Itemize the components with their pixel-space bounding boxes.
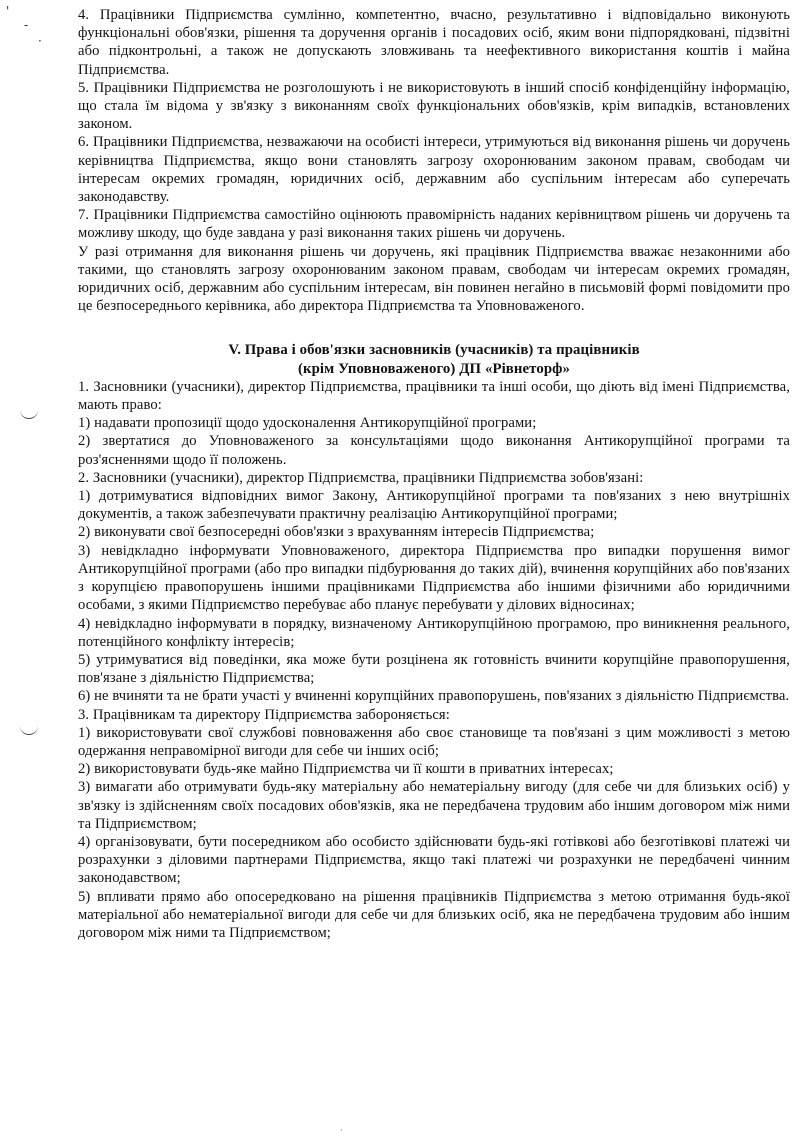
paragraph: 2. Засновники (учасники), директор Підприємства, працівники Підприємства зобов'язані: <box>78 469 644 486</box>
paragraph: 7. Працівники Підприємства самостійно оцінюють правомірність наданих керівництвом рішень чи доручень та можливу шкоду, що буде завдана у разі виконання таких рішень чи доручень. <box>78 207 790 242</box>
list-item: 5) утримуватися від поведінки, яка може бути розцінена як готовність вчинити корупційне правопорушення, пов'язане з діяльністю Підприємства; <box>78 651 790 687</box>
scan-arc-mark <box>20 408 38 419</box>
section-heading <box>78 341 790 377</box>
paragraph: 3. Працівникам та директору Підприємства забороняється: <box>78 706 450 723</box>
paragraph: 1. Засновники (учасники), директор Підприємства, працівники та інші особи, що діють від імені Підприємства, мають право: <box>78 378 790 414</box>
list-item: 3) невідкладно інформувати Уповноваженого, директора Підприємства про випадки порушення вимог Антикорупційної програми (або про випадки підбурювання до таких дій), вчинення корупційних або пов'язаних з корупцією правопорушень іншими працівниками Підприємства або іншими фізичними або юридичними особами, з якими Підприємство перебуває або планує перебувати у ділових відносинах; <box>78 542 790 614</box>
list-item: 5) впливати прямо або опосередковано на рішення працівників Підприємства з метою отримання будь-якої матеріальної або нематеріальної вигоди для себе чи для близьких осіб, яка не передбачена трудовим або іншим договором між ними та Підприємством; <box>78 888 790 941</box>
list-item: 4) організовувати, бути посередником або особисто здійснювати будь-які готівкові або безготівкові платежі чи розрахунки з діловими партнерами Підприємства, якщо такі платежі чи розрахунки не передбачені чинним законодавством; <box>78 833 790 887</box>
list-item: 1) дотримуватися відповідних вимог Закону, Антикорупційної програми та пов'язаних з нею внутрішніх документів, а також забезпечувати практичну реалізацію Антикорупційної програми; <box>78 488 790 523</box>
list-item: 6) не вчиняти та не брати участі у вчиненні корупційних правопорушень, пов'язаних з діяльністю Підприємства. <box>78 688 790 705</box>
paragraph: 6. Працівники Підприємства, незважаючи на особисті інтереси, утримуються від виконання рішень чи доручень керівництва Підприємства, якщо вони становлять загрозу охоронюваним законом правам, свободам чи інтересам окремих громадян, юридичних осіб, державним або суспільним інтересам або суперечать законодавству. <box>78 134 790 206</box>
list-item: 1) надавати пропозиції щодо удосконалення Антикорупційної програми; <box>78 415 537 432</box>
list-item: 2) виконувати свої безпосередні обов'язки з врахуванням інтересів Підприємства; <box>78 524 595 541</box>
paragraph: 5. Працівники Підприємства не розголошують і не використовують в інший спосіб конфіденційну інформацію, що стала їм відома у зв'язку з виконанням своїх функціональних обов'язків, крім випадків, встановлених законом. <box>78 79 790 133</box>
scan-arc-mark <box>20 724 38 735</box>
list-item: 1) використовувати свої службові повноваження або своє становище та пов'язані з цим можливості з метою одержання неправомірної вигоди для себе чи інших осіб; <box>78 724 790 759</box>
section-gap <box>78 315 790 341</box>
scan-mark: · <box>340 1126 343 1135</box>
scan-mark: ' <box>6 4 10 18</box>
list-item: 2) звертатися до Уповноваженого за консультаціями щодо виконання Антикорупційної програми та роз'ясненнями щодо її положень. <box>78 433 790 468</box>
paragraph: У разі отримання для виконання рішень чи доручень, які працівник Підприємства вважає незаконними або такими, що становлять загрозу охоронюваним законом правам, свободам чи інтересам окремих громадян, юридичних осіб, державним або суспільним інтересам, він повинен негайно в письмовій формі повідомити про це безпосереднього керівника, або директора Підприємства та Уповноваженого. <box>78 243 790 315</box>
list-item: 2) використовувати будь-яке майно Підприємства чи її кошти в приватних інтересах; <box>78 761 614 778</box>
scan-mark: · <box>38 34 42 48</box>
scan-mark: - <box>24 18 29 32</box>
document-body <box>78 6 790 942</box>
paragraph: 4. Працівники Підприємства сумлінно, компетентно, вчасно, результативно і відповідально виконують функціональні обов'язки, рішення та доручення органів і посадових осіб, яким вони підпорядковані, підзвітні або підконтрольні, а також не допускають зловживань та неефективного використання коштів і майна Підприємства. <box>78 7 790 78</box>
section-heading-line: (крім Уповноваженого) ДП «Рівнеторф» <box>297 360 571 377</box>
list-item: 4) невідкладно інформувати в порядку, визначеному Антикорупційною програмою, про виникнення реального, потенційного конфлікту інтересів; <box>78 615 790 650</box>
list-item: 3) вимагати або отримувати будь-яку матеріальну або нематеріальну вигоду (для себе чи для близьких осіб) у зв'язку із здійсненням своїх посадових обов'язків, яка не передбачена трудовим або іншим договором між ними та Підприємством; <box>78 779 790 832</box>
section-heading-line: V. Права і обов'язки засновників (учасників) та працівників <box>228 342 640 359</box>
